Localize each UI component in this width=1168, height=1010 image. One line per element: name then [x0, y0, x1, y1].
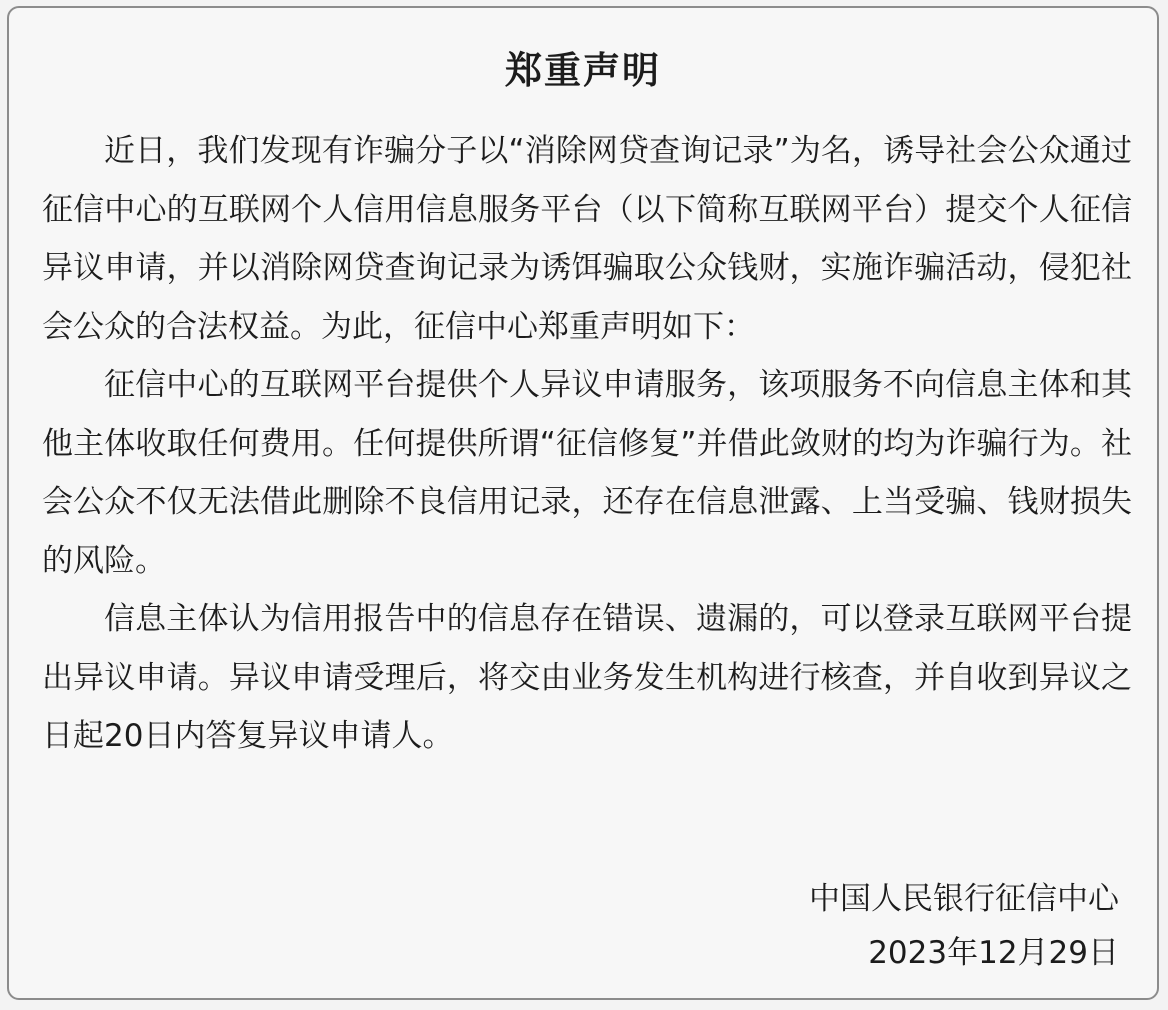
signature-date: 2023年12月29日 [868, 935, 1119, 971]
notice-paragraph-3: 信息主体认为信用报告中的信息存在错误、遗漏的，可以登录互联网平台提出异议申请。异议申请受理后，将交由业务发生机构进行核查，并自收到异议之日起20日内答复异议申请人。 [42, 601, 1132, 754]
notice-title: 郑重声明 [505, 49, 661, 92]
notice-paragraph-2: 征信中心的互联网平台提供个人异议申请服务，该项服务不向信息主体和其他主体收取任何费用。任何提供所谓“征信修复”并借此敛财的均为诈骗行为。社会公众不仅无法借此删除不良信用记录，还存在信息泄露、上当受骗、钱财损失的风险。 [42, 367, 1132, 579]
signature-organization: 中国人民银行征信中心 [809, 881, 1119, 917]
notice-paragraph-1: 近日，我们发现有诈骗分子以“消除网贷查询记录”为名，诱导社会公众通过征信中心的互联网个人信用信息服务平台（以下简称互联网平台）提交个人征信异议申请，并以消除网贷查询记录为诱饵骗取公众钱财，实施诈骗活动，侵犯社会公众的合法权益。为此，征信中心郑重声明如下： [42, 133, 1132, 345]
notice-frame [7, 6, 1159, 1000]
notice-body [42, 122, 1132, 766]
